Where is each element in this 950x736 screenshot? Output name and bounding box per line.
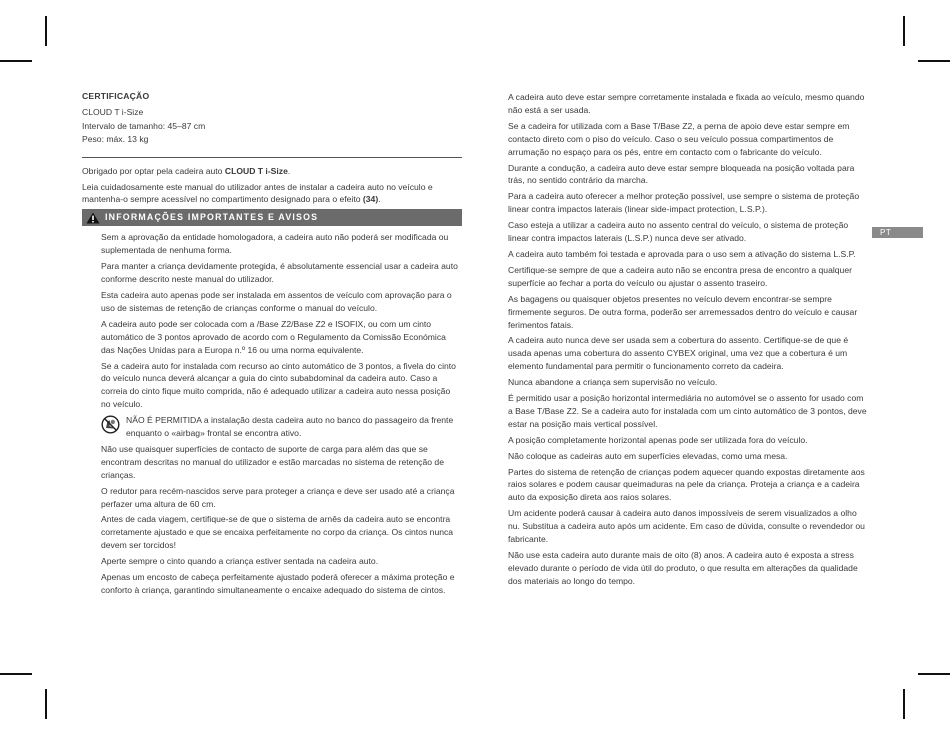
warnings-header-bar <box>82 209 462 226</box>
right-paragraph: É permitido usar a posição horizontal intermediária no automóvel se o assento for usado com a Base T/Base Z2. Se a cadeira auto for instalada com um cinto automático de 3 pontos, deve estar na posição mais vertical possível. <box>508 393 867 429</box>
warning-paragraph: Se a cadeira auto for instalada com recurso ao cinto automático de 3 pontos, a fivela do cinto do veículo nunca deverá alcançar a guia do cinto subabdominal da cadeira auto. Caso a correia do cinto fique muito comprida, não é adequado utilizar a cadeira auto nessa posição no veículo. <box>101 360 456 410</box>
crop-mark-top-left-horizontal <box>0 60 32 62</box>
right-paragraph: Se a cadeira for utilizada com a Base T/Base Z2, a perna de apoio deve estar sempre em contacto direto com o piso do veículo. Caso o seu veículo possua compartimentos de arrumação no espaço para os pés, entre em contacto com o fabricante do veículo. <box>508 120 850 157</box>
read-manual-text: Leia cuidadosamente este manual do utilizador antes de instalar a cadeira auto no veículo e mantenha-o sempre acessível no compartimento designado para o efeito <box>82 181 433 205</box>
read-manual-suffix: . <box>378 194 381 205</box>
warnings-header-text: INFORMAÇÕES IMPORTANTES E AVISOS <box>105 212 319 223</box>
crop-mark-top-right-vertical <box>903 16 905 46</box>
size-range: Intervalo de tamanho: 45–87 cm <box>82 120 206 131</box>
crop-mark-bottom-right-horizontal <box>918 673 950 675</box>
warning-paragraph: O redutor para recém-nascidos serve para proteger a criança e deve ser usado até a criança perfazer uma altura de 60 cm. <box>101 485 455 509</box>
crop-mark-bottom-left-vertical <box>45 689 47 719</box>
crop-mark-top-left-vertical <box>45 16 47 46</box>
right-paragraph: Caso esteja a utilizar a cadeira auto no assento central do veículo, o sistema de proteção linear contra impactos laterais (L.S.P.) nunca deve ser ativado. <box>508 220 849 244</box>
certification-heading: CERTIFICAÇÃO <box>82 91 150 101</box>
thanks-paragraph <box>82 165 462 178</box>
read-manual-paragraph <box>82 181 462 207</box>
certification-block <box>82 90 462 158</box>
right-paragraph: A posição completamente horizontal apenas pode ser utilizada fora do veículo. <box>508 434 808 445</box>
airbag-warning <box>82 414 462 440</box>
right-paragraph: A cadeira auto também foi testada e aprovada para o uso sem a ativação do sistema L.S.P. <box>508 248 856 259</box>
thanks-suffix: . <box>287 165 291 176</box>
warning-paragraph: Sem a aprovação da entidade homologadora, a cadeira auto não poderá ser modificada ou suplementada de nenhuma forma. <box>101 232 449 256</box>
warning-paragraph: Esta cadeira auto apenas pode ser instalada em assentos de veículo com aprovação para o uso de sistemas de retenção de crianças conforme o manual do veículo. <box>101 289 452 313</box>
right-paragraph: As bagagens ou quaisquer objetos presentes no veículo devem encontrar-se sempre firmemente seguros. De outra forma, poderão ser arremessados dentro do veículo e causar ferimentos fatais. <box>508 293 858 330</box>
right-paragraph: Para a cadeira auto oferecer a melhor proteção possível, use sempre o sistema de proteção linear contra impactos laterais (linear side-impact protection, L.S.P.). <box>508 191 860 215</box>
manual-reference: (34) <box>362 194 379 205</box>
right-paragraph: Não coloque as cadeiras auto em superfícies elevadas, como uma mesa. <box>508 450 788 461</box>
right-paragraph: A cadeira auto deve estar sempre corretamente instalada e fixada ao veículo, mesmo quando não está a ser usada. <box>508 92 865 115</box>
crop-mark-bottom-right-vertical <box>903 689 905 719</box>
language-tab: PT <box>872 227 923 238</box>
warning-paragraph: A cadeira auto pode ser colocada com a /Base Z2/Base Z2 e ISOFIX, ou com um cinto automático de 3 pontos aprovado de acordo com o Regulamento da Comissão Económica das Nações Unidas para a Europa n.º 16 ou uma norma equivalente. <box>101 318 446 355</box>
crop-mark-bottom-left-horizontal <box>0 673 32 675</box>
right-paragraph: A cadeira auto nunca deve ser usada sem a cobertura do assento. Certifique-se de que é usada apenas uma cobertura do assento CYBEX original, uma vez que a cobertura é um elemento fundamental para permitir o funcionamento correto da cadeira. <box>508 335 849 372</box>
right-paragraph: Não use esta cadeira auto durante mais de oito (8) anos. A cadeira auto é exposta a stress elevado durante o período de vida útil do produto, o que resulta em alterações da qualidade dos materiais ao longo do tempo. <box>508 550 858 586</box>
warning-paragraph: Não use quaisquer superfícies de contacto de suporte de carga para além das que se encontram descritas no manual do utilizador e estão marcadas no sistema de retenção de crianças. <box>101 443 444 480</box>
thanks-product: CLOUD T i-Size <box>224 165 288 176</box>
warning-paragraph: Aperte sempre o cinto quando a criança estiver sentada na cadeira auto. <box>101 556 379 567</box>
right-paragraph: Um acidente poderá causar à cadeira auto danos impossíveis de serem visualizados a olho nu. Substitua a cadeira auto após um acidente. Em caso de dúvida, consulte o revendedor ou fabricante. <box>508 508 865 545</box>
thanks-text: Obrigado por optar pela cadeira auto <box>82 165 225 176</box>
warning-paragraph: Apenas um encosto de cabeça perfeitamente ajustado poderá oferecer a máxima proteção e conforto à criança, garantindo simultaneamente o encaixe adequado do sistema de cintos. <box>101 572 455 595</box>
product-name: CLOUD T i-Size <box>82 107 144 118</box>
right-paragraph: Durante a condução, a cadeira auto deve estar sempre bloqueada na posição voltada para trás, no sentido contrário da marcha. <box>508 162 855 186</box>
right-column <box>508 91 870 591</box>
warning-paragraph: Antes de cada viagem, certifique-se de que o sistema de arnês da cadeira auto se encontra corretamente ajustado e que se encaixa perfeitamente no corpo da criança. Os cintos nunca devem ser torcidos! <box>101 514 454 551</box>
no-airbag-icon <box>101 415 120 434</box>
right-paragraph: Partes do sistema de retenção de crianças podem aquecer quando expostas diretamente aos raios solares e podem causar queimaduras na pele da criança. Proteja a criança e a cadeira auto da exposição direta aos raios solares. <box>508 466 865 503</box>
warning-triangle-icon <box>86 212 100 224</box>
weight-limit: Peso: máx. 13 kg <box>82 134 149 145</box>
warning-paragraph: Para manter a criança devidamente protegida, é absolutamente essencial usar a cadeira auto conforme descrito neste manual do utilizador. <box>101 261 458 285</box>
right-paragraph: Nunca abandone a criança sem supervisão no veículo. <box>508 377 718 388</box>
right-paragraph: Certifique-se sempre de que a cadeira auto não se encontra presa de encontro a qualquer superfície ao fechar a porta do veículo ou ajustar o assento traseiro. <box>508 264 852 288</box>
crop-mark-top-right-horizontal <box>918 60 950 62</box>
left-column <box>82 89 462 600</box>
airbag-warning-text: NÃO É PERMITIDA a instalação desta cadeira auto no banco do passageiro da frente enquanto o «airbag» frontal se encontra ativo. <box>126 415 454 439</box>
